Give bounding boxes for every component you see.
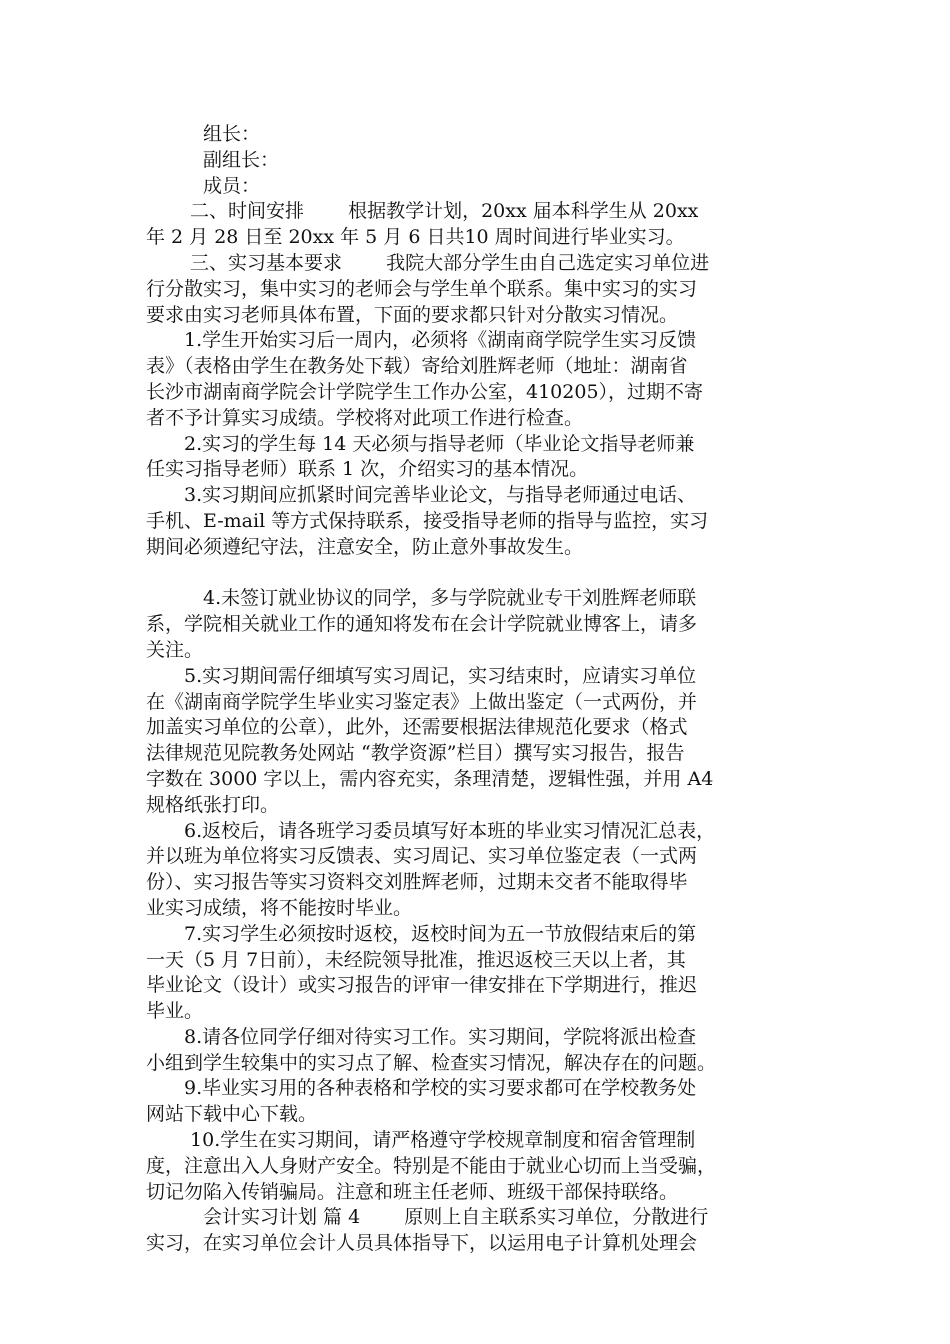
text-line: 字数在 3000 字以上，需内容充实，条理清楚，逻辑性强，并用 A4 — [146, 767, 714, 790]
text-line: 副组长： — [146, 148, 280, 171]
text-line: 表》（表格由学生在教务处下载）寄给刘胜辉老师（地址：湖南省 — [146, 355, 688, 378]
text-line: 手机、E-mail 等方式保持联系，接受指导老师的指导与监控，实习 — [146, 509, 709, 532]
text-line: 业实习成绩，将不能按时毕业。 — [146, 896, 413, 919]
text-line: 成员： — [146, 174, 261, 197]
text-line: 期间必须遵纪守法，注意安全，防止意外事故发生。 — [146, 535, 584, 558]
document-body — [146, 122, 814, 1257]
text-line: 者不予计算实习成绩。学校将对此项工作进行检查。 — [146, 406, 584, 429]
text-line: 长沙市湖南商学院会计学院学生工作办公室，410205），过期不寄 — [146, 380, 704, 403]
text-line: 年 2 月 28 日至 20xx 年 5 月 6 日共10 周时间进行毕业实习。 — [146, 226, 685, 249]
text-line: 度，注意出入人身财产安全。特别是不能由于就业心切而上当受骗， — [146, 1154, 717, 1177]
blank-line — [146, 561, 814, 587]
text-line: 一天（5 月 7日前），未经院领导批准，推迟返校三天以上者，其 — [146, 948, 686, 971]
text-line: 组长： — [146, 123, 261, 145]
text-line: 8.请各位同学仔细对待实习工作。实习期间，学院将派出检查 — [146, 1025, 697, 1048]
text-line: 4.未签订就业协议的同学，多与学院就业专干刘胜辉老师联 — [146, 587, 697, 610]
text-line: 毕业论文（设计）或实习报告的评审一律安排在下学期进行，推迟 — [146, 974, 698, 997]
text-line: 关注。 — [146, 638, 204, 661]
text-line: 会计实习计划 篇 4 原则上自主联系实习单位，分散进行 — [146, 1206, 709, 1229]
text-line: 任实习指导老师）联系 1 次，介绍实习的基本情况。 — [146, 458, 589, 481]
text-line: 10.学生在实习期间，请严格遵守学校规章制度和宿舍管理制 — [146, 1129, 696, 1152]
text-line: 份）、实习报告等实习资料交刘胜辉老师，过期未交者不能取得毕 — [146, 871, 688, 894]
text-line: 7.实习学生必须按时返校，返校时间为五一节放假结束后的第 — [146, 922, 697, 945]
text-line: 网站下载中心下载。 — [146, 1103, 318, 1126]
text-line: 二、时间安排 根据教学计划，20xx 届本科学生从 20xx — [146, 200, 699, 223]
text-line: 加盖实习单位的公章），此外，还需要根据法律规范化要求（格式 — [146, 716, 688, 739]
text-line: 毕业。 — [146, 1000, 204, 1023]
text-line: 小组到学生较集中的实习点了解、检查实习情况，解决存在的问题。 — [146, 1051, 717, 1074]
text-line: 6.返校后，请各班学习委员填写好本班的毕业实习情况汇总表， — [146, 819, 716, 842]
text-line: 要求由实习老师具体布置，下面的要求都只针对分散实习情况。 — [146, 303, 679, 326]
text-line: 三、实习基本要求 我院大部分学生由自己选定实习单位进 — [146, 251, 710, 274]
text-line: 2.实习的学生每 14 天必须与指导老师（毕业论文指导老师兼 — [146, 432, 695, 455]
text-line: 实习，在实习单位会计人员具体指导下，以运用电子计算机处理会 — [146, 1232, 698, 1255]
text-line: 法律规范见院教务处网站 “教学资源”栏目）撰写实习报告，报告 — [146, 742, 685, 765]
text-line: 1.学生开始实习后一周内，必须将《湖南商学院学生实习反馈 — [146, 329, 697, 352]
text-line: 行分散实习，集中实习的老师会与学生单个联系。集中实习的实习 — [146, 277, 698, 300]
text-line: 在《湖南商学院学生毕业实习鉴定表》上做出鉴定（一式两份，并 — [146, 690, 698, 713]
text-line: 切记勿陷入传销骗局。注意和班主任老师、班级干部保持联络。 — [146, 1180, 679, 1203]
text-line: 5.实习期间需仔细填写实习周记，实习结束时，应请实习单位 — [146, 664, 697, 687]
text-line: 并以班为单位将实习反馈表、实习周记、实习单位鉴定表（一式两 — [146, 845, 698, 868]
text-line: 9.毕业实习用的各种表格和学校的实习要求都可在学校教务处 — [146, 1077, 697, 1100]
text-line: 3.实习期间应抓紧时间完善毕业论文，与指导老师通过电话、 — [146, 484, 697, 507]
text-line: 规格纸张打印。 — [146, 793, 280, 816]
text-line: 系，学院相关就业工作的通知将发布在会计学院就业博客上，请多 — [146, 613, 698, 636]
